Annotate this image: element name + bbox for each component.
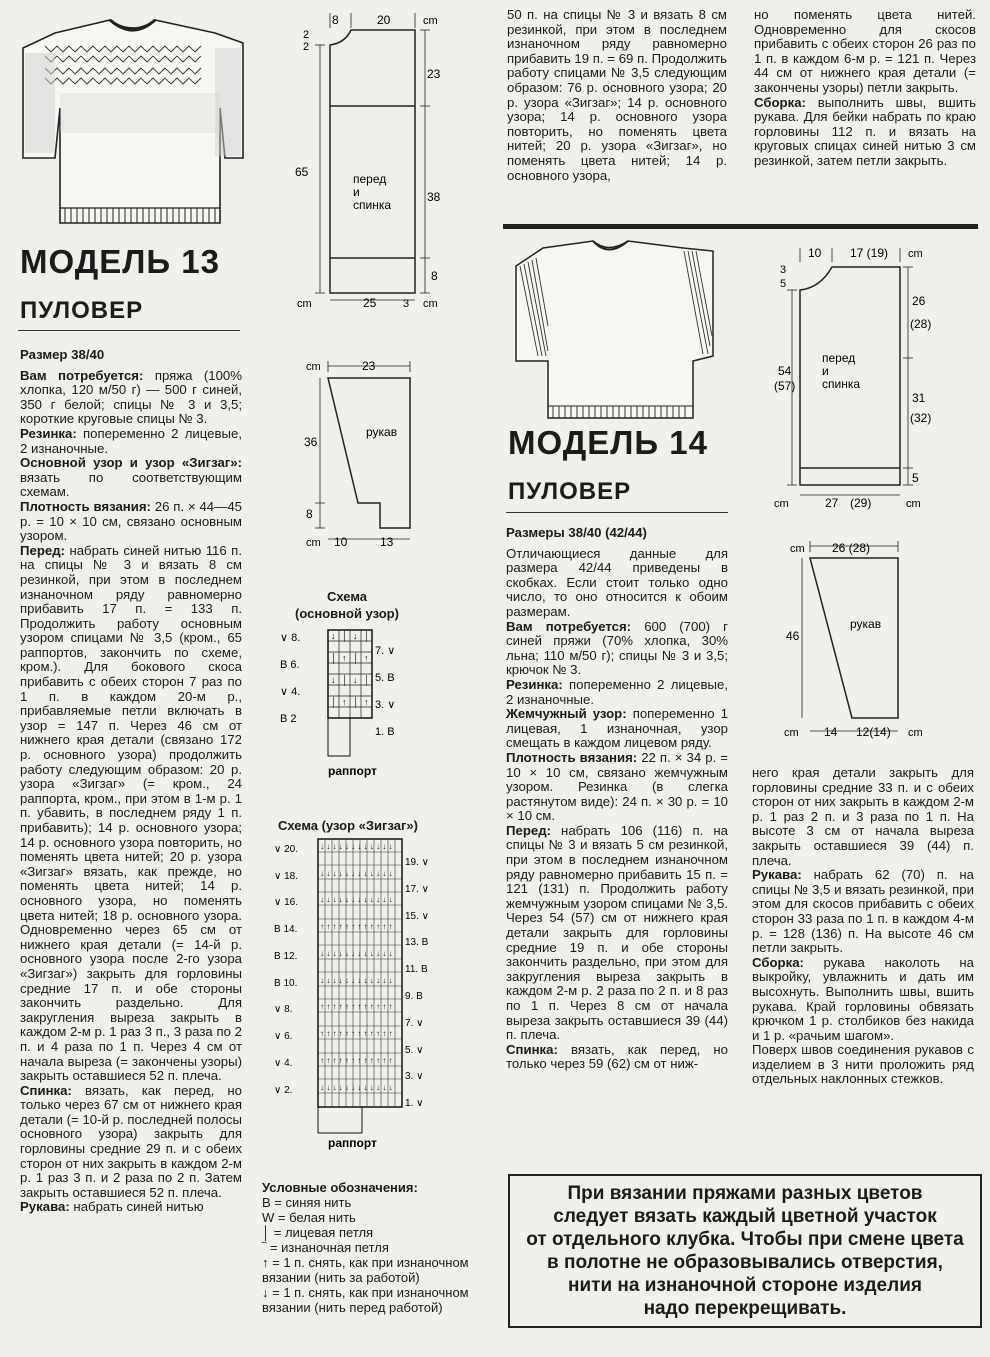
svg-text:↑: ↑ — [342, 697, 347, 707]
model14-body-pattern — [770, 240, 975, 515]
model14-back-label: Спинка: — [506, 1041, 558, 1057]
p14-bottom-2: 27 — [825, 496, 839, 510]
svg-text:│: │ — [331, 697, 337, 707]
p13s-top-1: cm — [306, 361, 321, 373]
svg-text:│: │ — [342, 631, 348, 641]
p14s-top-2: 26 (28) — [832, 541, 871, 555]
svg-text:│: │ — [353, 697, 359, 707]
svg-text:│: │ — [353, 653, 359, 663]
p13-bottom-4: cm — [423, 298, 438, 310]
model14-sweater-illustration — [508, 236, 718, 424]
schema-main-left-1: ∨ 8. — [280, 632, 301, 644]
svg-text:↓ ↓ ↓ ↓ ↓ ↓ ↓ ↓ ↓ ↓ ↓ ↓: ↓ ↓ ↓ ↓ ↓ ↓ ↓ ↓ ↓ ↓ ↓ ↓ — [320, 976, 393, 985]
p14s-bottom-4: cm — [908, 727, 923, 739]
model13-instructions-col2 — [507, 8, 727, 183]
model14-pearl: попеременно 1 лицевая, 1 изнаночная, узор смещать в каждом лицевом ряду. — [506, 706, 728, 751]
zz-left-1: ∨ 20. — [274, 844, 298, 855]
model14-pearl-label: Жемчужный узор: — [506, 706, 627, 722]
model13-gauge: 26 п. × 44—45 р. = 10 × 10 см, связано основным узором. — [20, 498, 242, 544]
model14-sleeve-label: Рукава: — [752, 867, 802, 883]
model13-col3-text: но поменять цвета нитей. Одновременно для скосов прибавить с обеих сторон 26 раз по 1 п. в каждом 6-м р. = 121 п. Через 44 см от нижнего края детали (= закончены узоры) петли закрыть. — [754, 7, 976, 95]
svg-text:↓ ↓ ↓ ↓ ↓ ↓ ↓ ↓ ↓ ↓ ↓ ↓: ↓ ↓ ↓ ↓ ↓ ↓ ↓ ↓ ↓ ↓ ↓ ↓ — [320, 1083, 393, 1092]
zz-left-8: ∨ 6. — [274, 1031, 293, 1042]
model13-pattern: вязать по соответствующим схемам. — [20, 469, 242, 500]
p14-label-1: перед — [822, 351, 856, 365]
svg-text:↓: ↓ — [353, 675, 358, 685]
model13-sleeve-pattern — [290, 356, 440, 554]
model14-instructions-col2 — [752, 766, 974, 1087]
zz-left-6: B 10. — [274, 978, 298, 989]
svg-text:↓: ↓ — [331, 675, 336, 685]
zz-right-1: 19. ∨ — [405, 857, 429, 868]
schema-main-right-3: 3. ∨ — [375, 699, 396, 711]
p13s-top-2: 23 — [362, 359, 376, 373]
model13-title: МОДЕЛЬ 13 — [20, 243, 220, 280]
p14-left-1: 54 — [778, 364, 792, 378]
legend-item-6: ↓ = 1 п. снять, как при изнаночном вязании (нить перед работой) — [262, 1285, 469, 1315]
p14s-bottom-2: 14 — [824, 725, 838, 739]
model14-sleeve-pattern — [780, 536, 980, 746]
p14-left-small-1: 3 — [780, 264, 787, 276]
model13-rib: попеременно 2 лицевые, 2 изнаночные. — [20, 425, 242, 456]
legend-title: Условные обозначения: — [262, 1180, 418, 1195]
svg-text:↑ ↑ ↑ ↑ ↑ ↑ ↑ ↑ ↑ ↑ ↑ ↑: ↑ ↑ ↑ ↑ ↑ ↑ ↑ ↑ ↑ ↑ ↑ ↑ — [320, 922, 393, 931]
p14-top-1: 10 — [808, 246, 822, 260]
zz-right-8: 5. ∨ — [405, 1045, 424, 1056]
model13-instructions-col1 — [20, 348, 242, 1215]
model14-rib: попеременно 2 лицевые, 2 изнаночные. — [506, 676, 728, 707]
p14-bottom-1: cm — [774, 498, 789, 510]
p14s-bottom-3: 12(14) — [856, 725, 891, 739]
schema-main-left-4: B 2 — [280, 713, 297, 725]
svg-text:↑ ↑ ↑ ↑ ↑ ↑ ↑ ↑ ↑ ↑ ↑ ↑: ↑ ↑ ↑ ↑ ↑ ↑ ↑ ↑ ↑ ↑ ↑ ↑ — [320, 1056, 393, 1065]
model14-gauge: 22 п. × 34 р. = 10 × 10 см, связано жемчужным узором. Резинка (в слегка растянутом виде): 24 п. × 30 р. = 10 × 10 см. — [506, 749, 728, 824]
section-divider — [503, 224, 978, 229]
model14-materials: 600 (700) г синей пряжи (70% хлопка, 30% льна; 110 м/50 г); спицы № 3 и 3,5; крючок № 3. — [506, 618, 728, 678]
p14s-top-1: cm — [790, 543, 805, 555]
model14-instructions-col1 — [506, 526, 728, 1072]
notice-line-5: нити на изнаночной стороне изделия — [568, 1275, 922, 1296]
schema-main-left-2: B 6. — [280, 659, 300, 671]
model13-col2-text: 50 п. на спицы № 3 и вязать 8 см резинкой, при этом в последнем изнаночном ряду равномерно прибавить 19 п. = 69 п. Продолжить работу спицами № 3,5 следующим образом: 76 р. основного узора; 20 р. узора «Зигзаг»; 14 р. основного узора; 14 р. основного узора повторить, но поменять цвета нитей; 20 р. узора «Зигзаг», но поменять цвета нитей; 14 р. основного узора, — [507, 7, 727, 183]
p13-label-1: перед — [353, 172, 387, 186]
p13-left-height: 65 — [295, 165, 309, 179]
color-change-notice — [508, 1174, 982, 1328]
p14-bottom-3: (29) — [850, 496, 872, 510]
model13-rib-label: Резинка: — [20, 425, 77, 441]
notice-line-3: от отдельного клубка. Чтобы при смене цвета — [526, 1229, 964, 1250]
zz-right-2: 17. ∨ — [405, 884, 429, 895]
p13s-label: рукав — [366, 425, 398, 439]
p13-bottom-2: 25 — [363, 296, 377, 310]
zz-left-7: ∨ 8. — [274, 1004, 293, 1015]
zz-left-3: ∨ 16. — [274, 897, 298, 908]
p13-label-3: спинка — [353, 198, 392, 212]
p14-right-2: (28) — [910, 317, 932, 331]
p14s-bottom-1: cm — [784, 727, 799, 739]
p13-top-3: cm — [423, 15, 438, 27]
svg-text:↓: ↓ — [353, 631, 358, 641]
svg-text:↓ ↓ ↓ ↓ ↓ ↓ ↓ ↓ ↓ ↓ ↓ ↓: ↓ ↓ ↓ ↓ ↓ ↓ ↓ ↓ ↓ ↓ ↓ ↓ — [320, 895, 393, 904]
svg-text:↑: ↑ — [364, 697, 369, 707]
schema-main-title — [282, 588, 412, 622]
p14-top-2: 17 (19) — [850, 246, 889, 260]
p13-right-3: 8 — [431, 269, 438, 283]
model13-sweater-illustration — [15, 8, 250, 240]
model13-materials: пряжа (100% хлопка, 120 м/50 г) — 500 г синей, 350 г белой; спицы № 3 и 3,5; короткие круговые спицы № 3. — [20, 367, 242, 427]
zz-right-4: 13. B — [405, 937, 429, 948]
svg-text:│: │ — [364, 631, 370, 641]
p14-right-5: 5 — [912, 471, 919, 485]
schema-zigzag-chart — [272, 835, 442, 1155]
p14s-label: рукав — [850, 617, 882, 631]
p13-top-1: 8 — [332, 13, 339, 27]
legend-item-3: │ = лицевая петля — [262, 1225, 374, 1240]
svg-text:↑ ↑ ↑ ↑ ↑ ↑ ↑ ↑ ↑ ↑ ↑ ↑: ↑ ↑ ↑ ↑ ↑ ↑ ↑ ↑ ↑ ↑ ↑ ↑ — [320, 1002, 393, 1011]
schema-main-chart — [278, 628, 428, 778]
p14s-left: 46 — [786, 629, 800, 643]
model13-instructions-col3 — [754, 8, 976, 169]
zz-left-5: B 12. — [274, 951, 298, 962]
p13-left-small-1: 2 — [303, 29, 310, 41]
schema-main-left-3: ∨ 4. — [280, 686, 301, 698]
svg-text:↓ ↓ ↓ ↓ ↓ ↓ ↓ ↓ ↓ ↓ ↓ ↓: ↓ ↓ ↓ ↓ ↓ ↓ ↓ ↓ ↓ ↓ ↓ ↓ — [320, 869, 393, 878]
svg-text:↓ ↓ ↓ ↓ ↓ ↓ ↓ ↓ ↓ ↓ ↓ ↓: ↓ ↓ ↓ ↓ ↓ ↓ ↓ ↓ ↓ ↓ ↓ ↓ — [320, 949, 393, 958]
schema-zigzag-rapport: раппорт — [328, 1136, 377, 1150]
p13-bottom-1: cm — [297, 298, 312, 310]
model14-back-cont: него края детали закрыть для горловины средние 33 п. и с обеих сторон от них закрыть в каждом 2-м р. 1 раз 2 п. и 3 раза по 1 п. На высоте 3 см от начала выреза закрыть оставшиеся 39 (44) п. плеча. — [752, 765, 974, 868]
model13-assembly-label: Сборка: — [754, 94, 806, 110]
schema-main-right-2: 5. B — [375, 672, 395, 684]
p14-right-4: (32) — [910, 411, 932, 425]
schema-main-rapport: раппорт — [328, 764, 377, 778]
p13s-bottom-1: cm — [306, 537, 321, 549]
zz-right-7: 7. ∨ — [405, 1018, 424, 1029]
schema-main-title-2: (основной узор) — [295, 606, 399, 621]
zz-left-2: ∨ 18. — [274, 871, 298, 882]
p14-left-2: (57) — [774, 379, 796, 393]
p13-right-2: 38 — [427, 190, 441, 204]
schema-zigzag-title: Схема (узор «Зигзаг») — [278, 818, 418, 833]
model13-divider — [18, 330, 240, 331]
model14-sizes: Размеры 38/40 (42/44) — [506, 525, 647, 540]
legend-item-2: W = белая нить — [262, 1210, 356, 1225]
model14-subtitle: ПУЛОВЕР — [508, 478, 632, 505]
model14-assembly2: Поверх швов соединения рукавов с изделием в 3 нити проложить ряд отдельных наклонных стежков. — [752, 1042, 974, 1087]
zz-right-10: 1. ∨ — [405, 1098, 424, 1109]
p13s-bottom-3: 13 — [380, 535, 394, 549]
model14-back: вязать, как перед, но только через 59 (62) см от ниж- — [506, 1041, 728, 1072]
p14-label-2: и — [822, 364, 829, 378]
model14-divider — [506, 512, 728, 513]
model13-pattern-label: Основной узор и узор «Зигзаг»: — [20, 455, 242, 471]
p13s-left-1: 36 — [304, 435, 318, 449]
zz-left-10: ∨ 2. — [274, 1085, 293, 1096]
svg-text:↑: ↑ — [342, 653, 347, 663]
model13-back: вязать, как перед, но только через 67 см от нижнего края детали (= 10-й р. последней полосы основного узора) закрыть для горловины средние 29 п. и с обеих сторон от них закрыть в каждом 2-м р. 1 раз 3 п. и 2 раза по 2 п. Затем закрыть оставшиеся 52 п. плеча. — [20, 1082, 242, 1200]
notice-line-6: надо перекрещивать. — [643, 1298, 847, 1319]
p13-label-2: и — [353, 185, 360, 199]
model13-front: набрать синей нитью 116 п. на спицы № 3 и вязать 8 см резинкой, при этом в последнем изнаночном ряду равномерно прибавить 17 п. = 133 п. Продолжить работу основным узором спицами № 3,5 (кром., 65 раппортов, закончить по схеме, кром.). Для бокового скоса прибавить с обеих сторон 7 раз по 1 п. в каждом 20-м р., прибавляемые петли включать в узор = 147 п. Через 46 см от нижнего края детали (связано 172 р. основного узора) продолжить работу следующим образом: 20 р. узора «Зигзаг» (= кром., 24 раппорта, кром., при этом в 1-м р. 1 п. убавить, в последнем ряду 1 п. прибавить); 14 р. основного узора; 14 р. основного узора повторить, но поменять цвета нитей; 20 р. узора «Зигзаг» вязать, как прежде, но поменять цвета нитей; 14 р. основного узора, но поменять цвета нитей; 18 р. основного узора. Одновременно через 65 см от нижнего края детали (= 14-й р. основного узора после 2-го узора «Зигзаг») закрыть для горловины средние 17 п. и обе стороны закончить раздельно. Для закругления выреза закрыть в каждом 2-м р. 1 раз 3 п., 3 раза по 2 п. и 4 раза по 1 п. Через 4 см от начала выреза (= закончены узоры) закрыть оставшиеся 52 п. плеча. — [20, 542, 242, 1084]
p13-bottom-3: 3 — [403, 298, 410, 310]
model14-gauge-label: Плотность вязания: — [506, 749, 638, 765]
model13-sleeve-label: Рукава: — [20, 1199, 70, 1215]
svg-text:│: │ — [364, 675, 370, 685]
model13-size: Размер 38/40 — [20, 347, 105, 362]
p14-bottom-4: cm — [906, 498, 921, 510]
svg-text:│: │ — [342, 675, 348, 685]
p14-top-3: cm — [908, 248, 923, 260]
zz-right-3: 15. ∨ — [405, 911, 429, 922]
p14-right-3: 31 — [912, 391, 926, 405]
p13-right-1: 23 — [427, 67, 441, 81]
schema-main-right-1: 7. ∨ — [375, 645, 396, 657]
notice-line-2: следует вязать каждый цветной участок — [553, 1206, 937, 1227]
model13-materials-label: Вам потребуется: — [20, 367, 144, 383]
legend-item-4: ‾ = изнаночная петля — [262, 1240, 389, 1255]
model14-front: набрать 106 (116) п. на спицы № 3 и вязать 5 см резинкой, при этом в последнем изнаночном ряду равномерно прибавить 15 п. = 121 (131) п. Продолжить работу жемчужным узором спицами № 3,5. Через 54 (57) см от нижнего края детали закрыть для горловины средние 19 п. и обе стороны закончить раздельно, при этом для закругления выреза закрыть в каждом 2-м р. 2 раза по 2 п. и 8 раз по 1 п. Через 8 см от начала выреза закрыть оставшиеся 39 (44) п. плеча. — [506, 822, 728, 1043]
notice-line-4: в полотне не образовывались отверстия, — [547, 1252, 943, 1273]
model14-materials-label: Вам потребуется: — [506, 618, 632, 634]
p14-left-small-2: 5 — [780, 278, 787, 290]
model13-subtitle: ПУЛОВЕР — [20, 297, 144, 324]
notice-line-1: При вязании пряжами разных цветов — [567, 1183, 923, 1204]
model14-title: МОДЕЛЬ 14 — [508, 424, 708, 461]
zz-right-9: 3. ∨ — [405, 1071, 424, 1082]
legend-item-1: B = синяя нить — [262, 1195, 352, 1210]
model13-body-pattern — [285, 8, 450, 313]
model14-front-label: Перед: — [506, 822, 551, 838]
zz-left-4: B 14. — [274, 924, 298, 935]
schema-main-right-4: 1. B — [375, 726, 395, 738]
svg-text:↓ ↓ ↓ ↓ ↓ ↓ ↓ ↓ ↓ ↓ ↓ ↓: ↓ ↓ ↓ ↓ ↓ ↓ ↓ ↓ ↓ ↓ ↓ ↓ — [320, 842, 393, 851]
model14-assembly-label: Сборка: — [752, 954, 804, 970]
svg-text:↑ ↑ ↑ ↑ ↑ ↑ ↑ ↑ ↑ ↑ ↑ ↑: ↑ ↑ ↑ ↑ ↑ ↑ ↑ ↑ ↑ ↑ ↑ ↑ — [320, 1029, 393, 1038]
p13-top-2: 20 — [377, 13, 391, 27]
zz-left-9: ∨ 4. — [274, 1058, 293, 1069]
p14-right-1: 26 — [912, 294, 926, 308]
model14-assembly: рукава наколоть на выкройку, увлажнить и дать им высохнуть. Выполнить швы, вшить рукава. Край горловины обвязать крючком 1 р. столбиков без накида и 1 р. «рачьим шагом». — [752, 954, 975, 1043]
p13s-left-2: 8 — [306, 507, 313, 521]
zz-right-5: 11. B — [405, 964, 428, 975]
model14-sleeve: набрать 62 (70) п. на спицы № 3,5 и вязать резинкой, при этом для скосов прибавить с обеих сторон 33 раза по 1 п. в каждом 4-м р. = 128 (136) п. На высоте 46 см петли закрыть. — [752, 867, 974, 956]
model14-rib-label: Резинка: — [506, 676, 563, 692]
model13-assembly: выполнить швы, вшить рукава. Для бейки набрать по краю горловины 112 п. и вязать на круговых спицах синей нитью 3 см резинкой, затем петли закрыть. — [754, 94, 977, 168]
model13-front-label: Перед: — [20, 542, 65, 558]
svg-text:│: │ — [331, 653, 337, 663]
model13-back-label: Спинка: — [20, 1082, 72, 1098]
zz-right-6: 9. B — [405, 991, 423, 1002]
legend-item-5: ↑ = 1 п. снять, как при изнаночном вязании (нить за работой) — [262, 1255, 469, 1285]
legend — [262, 1180, 484, 1315]
svg-text:↑: ↑ — [364, 653, 369, 663]
model13-sleeve-start: набрать синей нитью — [73, 1199, 204, 1215]
p13-left-small-2: 2 — [303, 41, 310, 53]
p13s-bottom-2: 10 — [334, 535, 348, 549]
p14-label-3: спинка — [822, 377, 861, 391]
model13-gauge-label: Плотность вязания: — [20, 498, 151, 514]
schema-main-title-1: Схема — [326, 589, 368, 604]
svg-text:↓: ↓ — [331, 631, 336, 641]
model14-intro: Отличающиеся данные для размера 42/44 приведены в скобках. Если стоит только одно число, то оно относится к обоим размерам. — [506, 545, 728, 619]
